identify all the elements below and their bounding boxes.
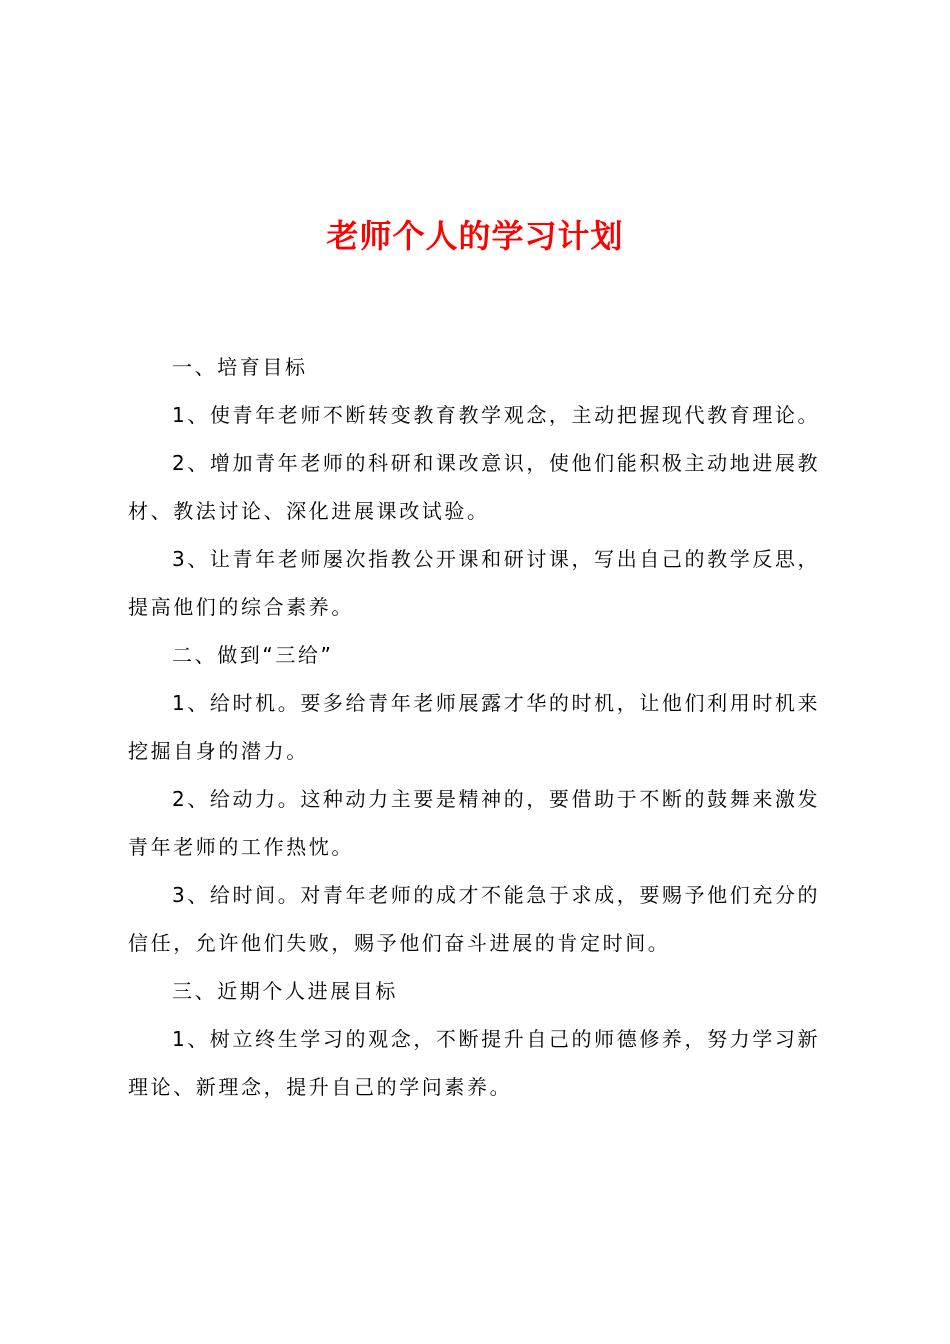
- section-2-paragraph-2: 2、给动力。这种动力主要是精神的，要借助于不断的鼓舞来激发青年老师的工作热忱。: [128, 787, 821, 859]
- section-heading-3: 三、近期个人进展目标: [172, 979, 398, 1003]
- section-1-paragraph-3: 3、让青年老师屡次指教公开课和研讨课，写出自己的教学反思，提高他们的综合素养。: [128, 547, 821, 619]
- section-2-paragraph-1: 1、给时机。要多给青年老师展露才华的时机，让他们利用时机来挖掘自身的潜力。: [128, 691, 821, 763]
- document-title: 老师个人的学习计划: [326, 217, 624, 255]
- section-1-paragraph-1: 1、使青年老师不断转变教育教学观念，主动把握现代教育理论。: [172, 403, 821, 427]
- section-2-paragraph-3: 3、给时间。对青年老师的成才不能急于求成，要赐予他们充分的信任，允许他们失败，赐予他们奋斗进展的肯定时间。: [128, 883, 821, 955]
- document-body: [128, 343, 828, 1111]
- section-3-paragraph-1: 1、树立终生学习的观念，不断提升自己的师德修养，努力学习新理论、新理念，提升自己的学问素养。: [128, 1027, 821, 1099]
- section-1-paragraph-2: 2、增加青年老师的科研和课改意识，使他们能积极主动地进展教材、教法讨论、深化进展课改试验。: [128, 451, 821, 523]
- section-heading-2: 二、做到“三给”: [172, 643, 334, 667]
- section-heading-1: 一、培育目标: [172, 355, 308, 379]
